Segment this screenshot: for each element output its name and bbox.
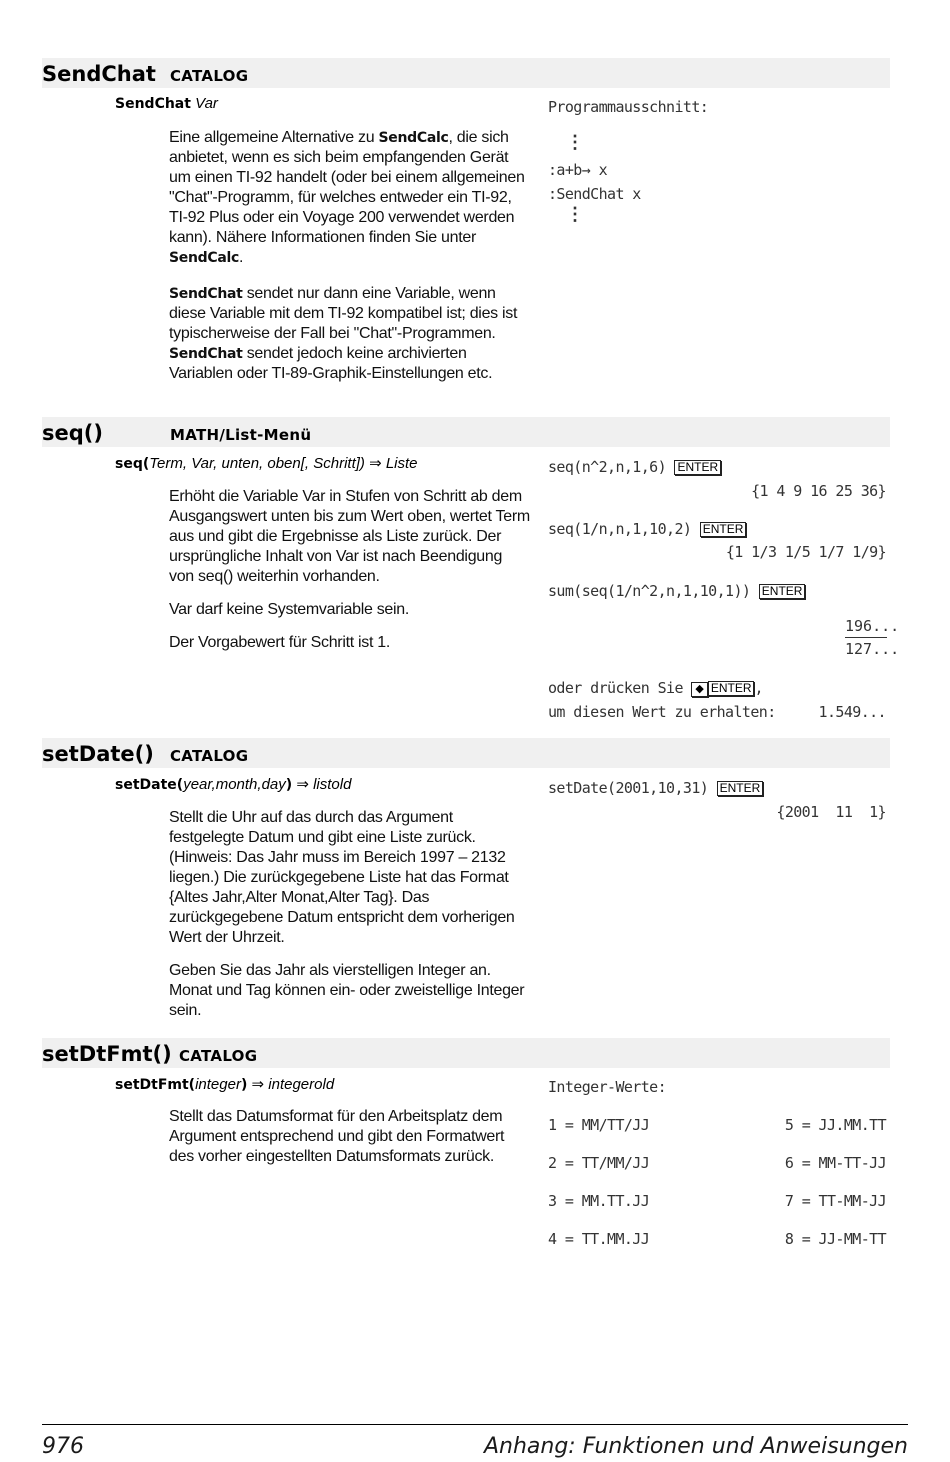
- sendchat-catalog-label: CATALOG: [170, 67, 249, 85]
- setdtfmt-syntax-cmd: setDtFmt(: [115, 1077, 196, 1093]
- setdtfmt-catalog-label: CATALOG: [179, 1047, 258, 1065]
- format-value-right: 8 = JJ-MM-TT: [784, 1230, 886, 1248]
- text: ,: [754, 679, 763, 697]
- seq-syntax-result: Liste: [385, 455, 418, 472]
- setdtfmt-description: [169, 1107, 531, 1180]
- setdtfmt-syntax: [115, 1075, 334, 1093]
- format-value-left: 2 = TT/MM/JJ: [548, 1154, 650, 1172]
- setdate-header: [42, 738, 890, 768]
- page-number: 976: [42, 1434, 84, 1459]
- enter-key-icon: ENTER: [674, 460, 721, 475]
- text: seq(n^2,n,1,6): [548, 458, 667, 476]
- setdate-example-input: [548, 779, 763, 797]
- text: oder drücken Sie: [548, 679, 683, 697]
- footer-divider: [42, 1424, 908, 1425]
- vertical-dots-icon: ⋮: [566, 132, 584, 153]
- setdate-paragraph-2: Geben Sie das Jahr als vierstelligen Integer an. Monat und Tag können ein- oder zweistellige Integer sein.: [169, 962, 525, 1019]
- seq-header: [42, 417, 890, 447]
- text: Eine allgemeine Alternative zu: [169, 129, 379, 146]
- sendchat-description: [169, 128, 531, 397]
- seq-syntax-args: Term, Var, unten, oben[, Schritt]): [149, 455, 365, 472]
- text: setDate(2001,10,31): [548, 779, 709, 797]
- text: .: [239, 249, 244, 266]
- setdate-title: setDate(): [42, 742, 154, 766]
- format-value-left: 3 = MM.TT.JJ: [548, 1192, 650, 1210]
- sendchat-example-title: Programmausschnitt:: [548, 98, 709, 116]
- setdate-description: [169, 808, 531, 1034]
- enter-key-icon: ENTER: [708, 681, 755, 696]
- enter-key-icon: ENTER: [700, 522, 747, 537]
- text: sum(seq(1/n^2,n,1,10,1)): [548, 582, 751, 600]
- seq-syntax: [115, 454, 418, 472]
- text: sendet nur dann eine Variable, wenn diese Variable mit dem TI-92 kompatibel ist; dies ist typischerweise der Fall bei "Chat"-Programmen.: [169, 285, 518, 342]
- enter-key-icon: ENTER: [717, 781, 764, 796]
- returns-arrow-icon: ⇒: [296, 776, 309, 793]
- setdtfmt-example-title: Integer-Werte:: [548, 1078, 667, 1096]
- format-value-left: 1 = MM/TT/JJ: [548, 1116, 650, 1134]
- keyword: SendCalc: [169, 250, 239, 266]
- diamond-key-icon: ◆: [691, 682, 707, 697]
- setdtfmt-syntax-args: integer: [195, 1076, 241, 1093]
- setdate-syntax-args: year,month,day: [183, 776, 286, 793]
- sendchat-title: SendChat: [42, 62, 156, 86]
- footer-title: Anhang: Funktionen und Anweisungen: [483, 1434, 908, 1459]
- sendchat-example-line-2: :SendChat x: [548, 185, 641, 203]
- sendchat-example-line-1: :a+b→ x: [548, 161, 608, 179]
- seq-example-4-line-1: [548, 679, 763, 697]
- seq-example-3-fraction: [845, 617, 900, 658]
- returns-arrow-icon: ⇒: [369, 455, 382, 472]
- format-value-right: 6 = MM-TT-JJ: [784, 1154, 886, 1172]
- text: , die sich anbietet, wenn es sich beim empfangenden Gerät um einen TI-92 handelt (oder bei einem allgemeinen "Chat"-Programm, für welches entweder ein TI-92, TI-92 Plus oder ein Voyage 200 verwendet werden kann). Nähere Informationen finden Sie unter: [169, 129, 525, 246]
- sendchat-syntax-cmd: SendChat: [115, 96, 191, 112]
- sendchat-syntax-arg: Var: [195, 95, 218, 112]
- seq-example-4-value: 1.549...: [818, 703, 886, 721]
- seq-paragraph-3: Der Vorgabewert für Schritt ist 1.: [169, 634, 391, 651]
- keyword: SendChat: [169, 346, 243, 362]
- keyword: SendChat: [169, 286, 243, 302]
- setdate-syntax-result: listold: [313, 776, 352, 793]
- seq-syntax-cmd: seq(: [115, 456, 150, 472]
- seq-example-2-output: {1 1/3 1/5 1/7 1/9}: [725, 543, 886, 561]
- seq-example-4-line-2: um diesen Wert zu erhalten:: [548, 703, 776, 721]
- fraction-numerator: 196...: [845, 617, 887, 638]
- format-value-right: 7 = TT-MM-JJ: [784, 1192, 886, 1210]
- seq-description: [169, 487, 531, 666]
- returns-arrow-icon: ⇒: [251, 1076, 265, 1093]
- enter-key-icon: ENTER: [759, 584, 806, 599]
- sendchat-paragraph-1: [169, 128, 531, 268]
- setdate-paragraph-1: Stellt die Uhr auf das durch das Argument festgelegte Datum und gibt eine Liste zurück. (Hinweis: Das Jahr muss im Bereich 1997 – 2132 liegen.) Die zurückgegebene Liste hat das Format {Altes Jahr,Alter Monat,Alter Tag}. Das zurückgegebene Datum entspricht dem vorherigen Wert der Uhrzeit.: [169, 809, 515, 946]
- sendchat-syntax: [115, 95, 218, 112]
- seq-example-3-input: [548, 582, 805, 600]
- setdate-example-output: {2001 11 1}: [776, 803, 886, 821]
- setdtfmt-header: [42, 1038, 890, 1068]
- setdtfmt-paragraph-1: Stellt das Datumsformat für den Arbeitsplatz dem Argument entsprechend und gibt den Formatwert des vorher eingestellten Datumsformats zurück.: [169, 1108, 505, 1165]
- setdtfmt-title: setDtFmt(): [42, 1042, 172, 1066]
- seq-example-1-output: {1 4 9 16 25 36}: [751, 482, 886, 500]
- seq-example-1-input: [548, 458, 721, 476]
- format-value-right: 5 = JJ.MM.TT: [784, 1116, 886, 1134]
- seq-menu-label: MATH/List-Menü: [170, 426, 312, 444]
- seq-paragraph-1: Erhöht die Variable Var in Stufen von Schritt ab dem Ausgangswert unten bis zum Wert oben, wertet Term aus und gibt die Ergebnisse als Liste zurück. Der ursprüngliche Inhalt von Var ist nach Beendigung von seq() weiterhin vorhanden.: [169, 488, 530, 585]
- setdate-syntax-close: ): [285, 777, 293, 793]
- setdtfmt-syntax-close: ): [240, 1077, 248, 1093]
- vertical-dots-icon: ⋮: [566, 204, 584, 225]
- sendchat-header: [42, 58, 890, 88]
- seq-example-2-input: [548, 520, 746, 538]
- text: sendet jedoch keine archivierten Variablen oder TI-89-Graphik-Einstellungen etc.: [169, 345, 493, 382]
- setdate-syntax-cmd: setDate(: [115, 777, 184, 793]
- keyword: SendCalc: [378, 130, 449, 146]
- sendchat-paragraph-2: [169, 284, 531, 384]
- setdate-syntax: [115, 775, 351, 793]
- setdate-catalog-label: CATALOG: [170, 747, 249, 765]
- format-value-left: 4 = TT.MM.JJ: [548, 1230, 650, 1248]
- seq-paragraph-2: Var darf keine Systemvariable sein.: [169, 601, 409, 618]
- setdtfmt-syntax-result: integerold: [268, 1076, 335, 1093]
- fraction-denominator: 127...: [845, 640, 900, 658]
- text: seq(1/n,n,1,10,2): [548, 520, 692, 538]
- seq-title: seq(): [42, 421, 103, 445]
